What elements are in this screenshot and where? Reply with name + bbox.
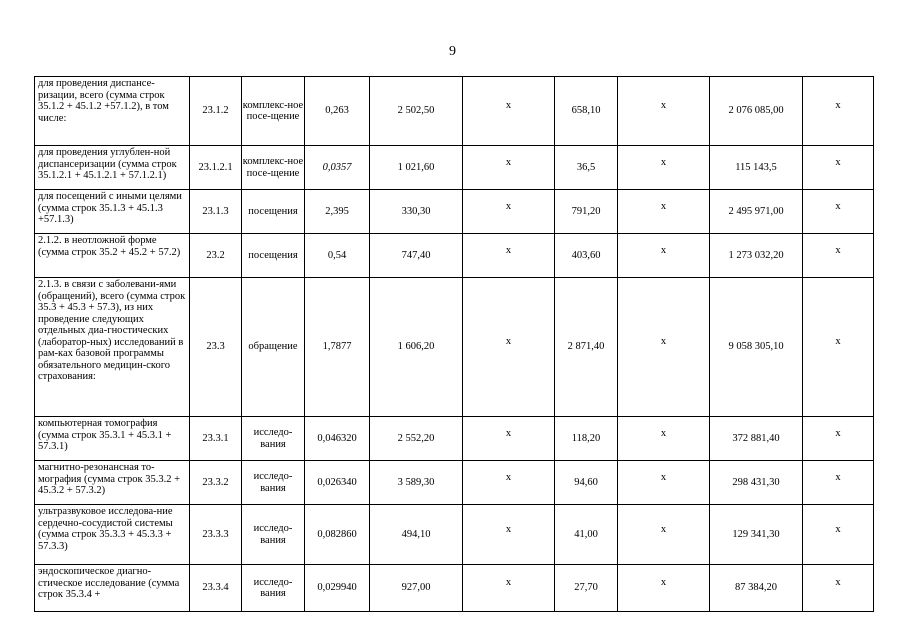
page-number: 9 (449, 44, 456, 59)
row-x-mark: х (618, 185, 710, 229)
row-norm: 0,029940 (305, 565, 370, 612)
table-row (35, 505, 874, 565)
row-code: 23.3.3 (190, 505, 242, 565)
row-norm: 0,54 (305, 234, 370, 278)
row-code: 23.1.2.1 (190, 146, 242, 190)
row-norm: 0,026340 (305, 461, 370, 505)
row-x-mark: х (463, 229, 555, 273)
row-code: 23.1.3 (190, 190, 242, 234)
row-x-mark: х (463, 141, 555, 185)
row-norm: 0,263 (305, 77, 370, 146)
row-cost: 1 021,60 (370, 146, 463, 190)
row-total: 129 341,30 (710, 505, 803, 565)
row-x-mark: х (618, 412, 710, 456)
row-norm: 0,082860 (305, 505, 370, 565)
table-row (35, 146, 874, 190)
row-total: 372 881,40 (710, 417, 803, 461)
row-unit: комплекс-ное посе-щение (242, 77, 305, 146)
row-total: 2 495 971,00 (710, 190, 803, 234)
row-per-capita: 41,00 (555, 505, 618, 565)
row-x-mark: х (463, 500, 555, 560)
row-per-capita: 118,20 (555, 417, 618, 461)
row-x-mark: х (463, 72, 555, 141)
row-code: 23.3 (190, 278, 242, 417)
row-x-mark: х (463, 456, 555, 500)
row-x-mark: х (803, 560, 874, 607)
row-x-mark: х (618, 141, 710, 185)
row-x-mark: х (463, 412, 555, 456)
row-x-mark: х (803, 500, 874, 560)
table-row (35, 417, 874, 461)
row-x-mark: х (463, 560, 555, 607)
row-unit: исследо-вания (242, 417, 305, 461)
table-row (35, 565, 874, 612)
row-name: ультразвуковое исследова-ние сердечно-сосудистой системы (сумма строк 35.3.3 + 45.3.3 + 57.3.3) (35, 505, 190, 565)
table-row (35, 77, 874, 146)
data-table (34, 76, 874, 612)
row-x-mark: х (803, 229, 874, 273)
row-cost: 927,00 (370, 565, 463, 612)
row-x-mark: х (803, 141, 874, 185)
row-unit: комплекс-ное посе-щение (242, 146, 305, 190)
row-x-mark: х (618, 456, 710, 500)
row-x-mark: х (618, 273, 710, 412)
row-x-mark: х (618, 229, 710, 273)
row-code: 23.3.4 (190, 565, 242, 612)
row-per-capita: 658,10 (555, 77, 618, 146)
row-total: 87 384,20 (710, 565, 803, 612)
row-cost: 2 502,50 (370, 77, 463, 146)
row-norm: 1,7877 (305, 278, 370, 417)
row-unit: исследо-вания (242, 565, 305, 612)
row-x-mark: х (803, 456, 874, 500)
row-norm: 2,395 (305, 190, 370, 234)
row-per-capita: 94,60 (555, 461, 618, 505)
row-x-mark: х (803, 412, 874, 456)
row-name: 2.1.2. в неотложной форме (сумма строк 35.2 + 45.2 + 57.2) (35, 234, 190, 278)
row-x-mark: х (618, 72, 710, 141)
row-unit: обращение (242, 278, 305, 417)
row-unit: исследо-вания (242, 461, 305, 505)
row-per-capita: 36,5 (555, 146, 618, 190)
row-per-capita: 27,70 (555, 565, 618, 612)
table-row (35, 461, 874, 505)
row-cost: 747,40 (370, 234, 463, 278)
table-row (35, 234, 874, 278)
row-code: 23.3.1 (190, 417, 242, 461)
row-name: для проведения диспансе-ризации, всего (сумма строк 35.1.2 + 45.1.2 +57.1.2), в том числе: (35, 77, 190, 146)
row-name: для посещений с иными целями (сумма строк 35.1.3 + 45.1.3 +57.1.3) (35, 190, 190, 234)
row-total: 9 058 305,10 (710, 278, 803, 417)
row-name: для проведения углублен-ной диспансеризации (сумма строк 35.1.2.1 + 45.1.2.1 + 57.1.2.1) (35, 146, 190, 190)
row-per-capita: 791,20 (555, 190, 618, 234)
row-per-capita: 403,60 (555, 234, 618, 278)
row-per-capita: 2 871,40 (555, 278, 618, 417)
row-cost: 2 552,20 (370, 417, 463, 461)
row-code: 23.3.2 (190, 461, 242, 505)
row-norm: 0,0357 (305, 146, 370, 190)
row-cost: 1 606,20 (370, 278, 463, 417)
row-x-mark: х (803, 185, 874, 229)
row-name: компьютерная томография (сумма строк 35.3.1 + 45.3.1 + 57.3.1) (35, 417, 190, 461)
row-norm: 0,046320 (305, 417, 370, 461)
row-cost: 330,30 (370, 190, 463, 234)
row-cost: 3 589,30 (370, 461, 463, 505)
row-cost: 494,10 (370, 505, 463, 565)
row-total: 115 143,5 (710, 146, 803, 190)
row-unit: посещения (242, 234, 305, 278)
table-row (35, 278, 874, 417)
row-code: 23.1.2 (190, 77, 242, 146)
row-x-mark: х (463, 273, 555, 412)
table-body (35, 77, 874, 612)
row-x-mark: х (803, 273, 874, 412)
row-name: 2.1.3. в связи с заболевани-ями (обращений), всего (сумма строк 35.3 + 45.3 + 57.3), из них проведение следующих отдельных диа-гностических (лаборатор-ных) исследований в рам-ках базовой программы обязательного медицин-ского страхования: (35, 278, 190, 417)
row-total: 298 431,30 (710, 461, 803, 505)
table-row (35, 190, 874, 234)
row-code: 23.2 (190, 234, 242, 278)
row-x-mark: х (618, 560, 710, 607)
row-total: 1 273 032,20 (710, 234, 803, 278)
row-name: магнитно-резонансная то-мография (сумма строк 35.3.2 + 45.3.2 + 57.3.2) (35, 461, 190, 505)
row-name: эндоскопическое диагно-стическое исследование (сумма строк 35.3.4 + (35, 565, 190, 612)
row-x-mark: х (463, 185, 555, 229)
row-unit: исследо-вания (242, 505, 305, 565)
row-unit: посещения (242, 190, 305, 234)
row-x-mark: х (803, 72, 874, 141)
row-total: 2 076 085,00 (710, 77, 803, 146)
row-x-mark: х (618, 500, 710, 560)
